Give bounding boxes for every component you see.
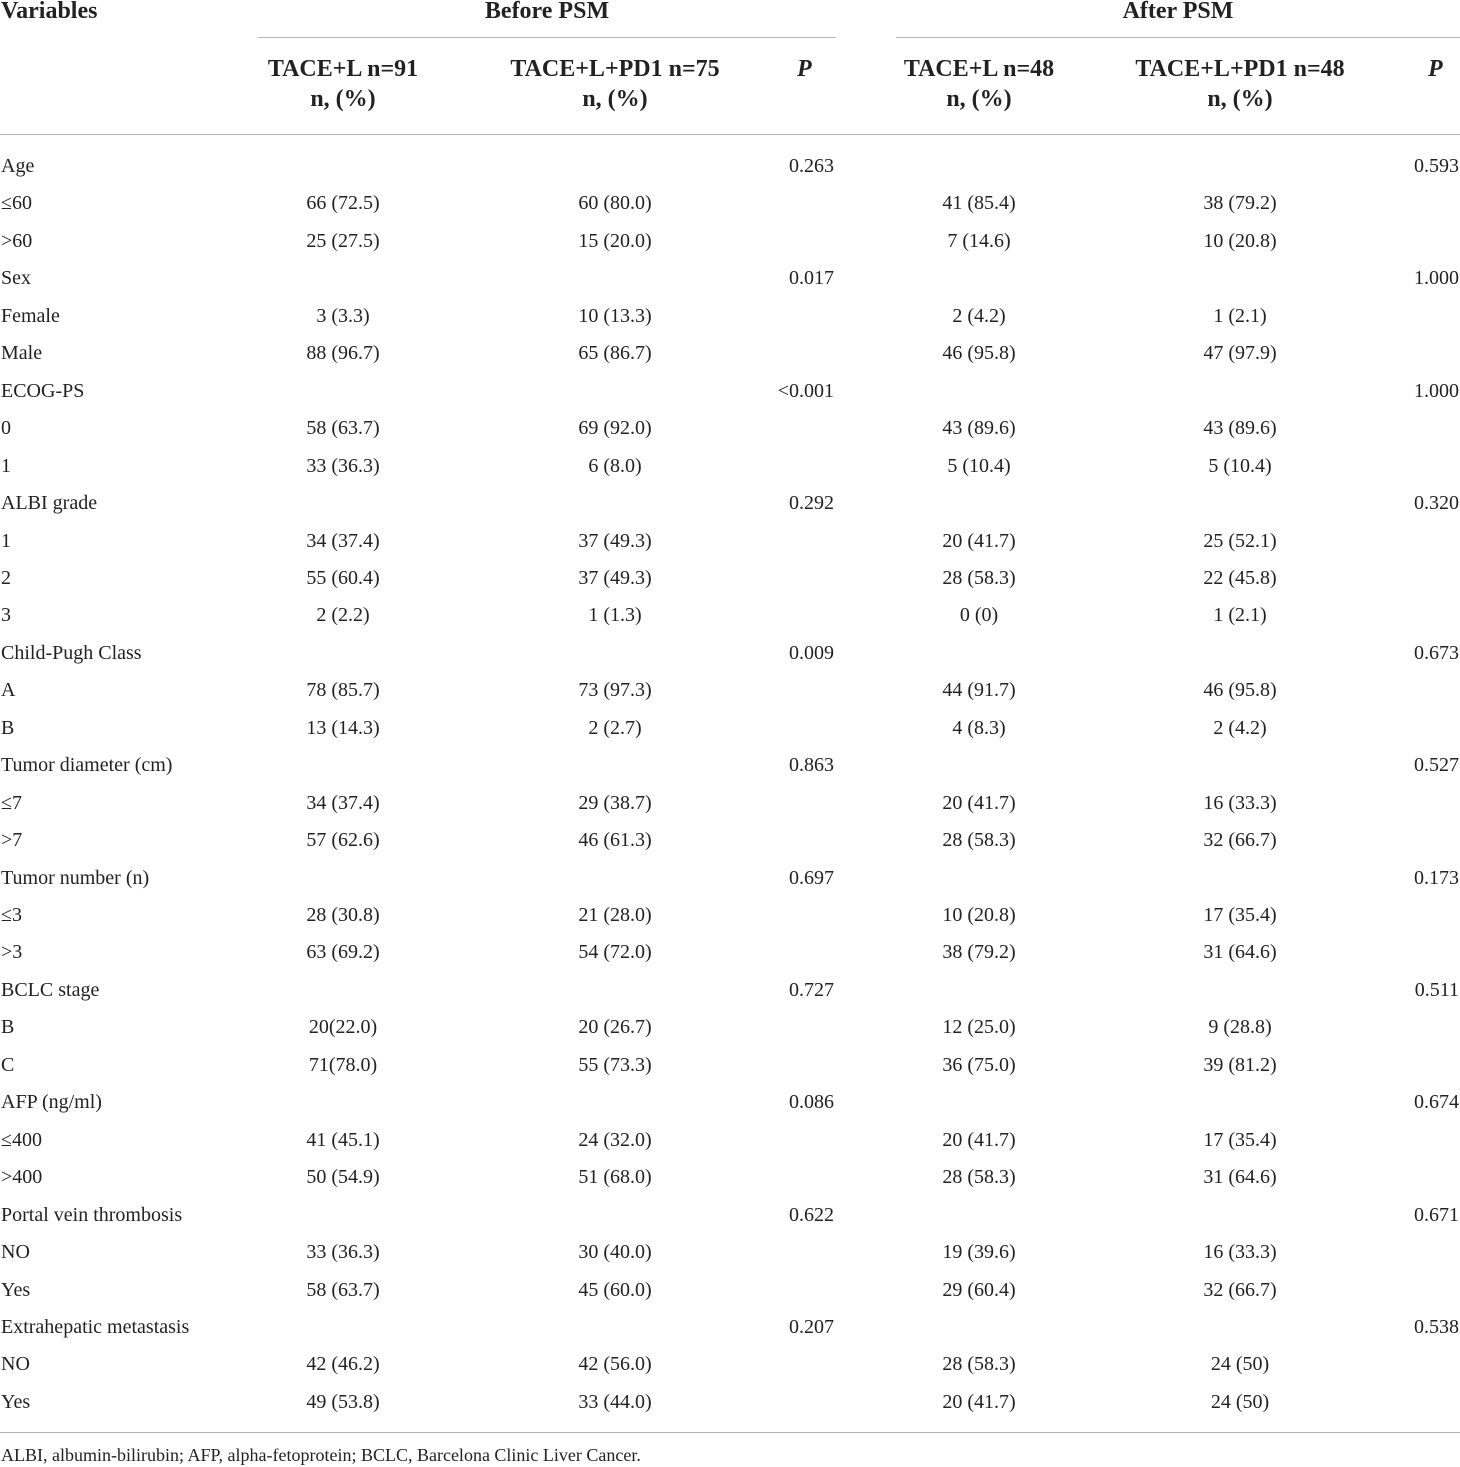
- variable-cell: Age: [1, 155, 35, 177]
- after-tace-l-cell: 43 (89.6): [942, 417, 1016, 440]
- after-tace-l-cell: 7 (14.6): [947, 229, 1011, 252]
- after-p-value-cell: 0.674: [1414, 1091, 1459, 1114]
- before-tace-l-cell: 3 (3.3): [316, 304, 370, 327]
- before-tace-l-pd1-cell: 60 (80.0): [578, 192, 652, 215]
- after-tace-l-cell: 5 (10.4): [947, 454, 1011, 477]
- before-tace-l-cell: 58 (63.7): [306, 417, 380, 440]
- before-tace-l-cell: 66 (72.5): [306, 192, 380, 215]
- variable-cell: ALBI grade: [1, 492, 98, 515]
- before-tace-l-pd1-cell: 55 (73.3): [578, 1053, 652, 1076]
- after-tace-l-cell: 10 (20.8): [942, 904, 1016, 926]
- after-p-value-cell: 0.527: [1414, 754, 1459, 777]
- variable-cell: NO: [1, 1353, 30, 1376]
- variable-cell: Tumor diameter (cm): [1, 754, 173, 777]
- before-tace-l-cell: 55 (60.4): [306, 566, 380, 589]
- before-tace-l-cell: 50 (54.9): [306, 1166, 380, 1189]
- after-tace-l-cell: 28 (58.3): [942, 829, 1016, 852]
- after-p-value-cell: 0.593: [1414, 155, 1459, 177]
- after-tace-l-pd1-cell: 32 (66.7): [1203, 1278, 1277, 1301]
- variable-cell: ≤7: [1, 791, 22, 814]
- before-tace-l-pd1-cell: 37 (49.3): [578, 566, 652, 589]
- variable-cell: >60: [1, 229, 33, 252]
- before-p-value-cell: <0.001: [777, 379, 834, 402]
- variable-cell: C: [1, 1053, 15, 1076]
- before-tace-l-cell: 57 (62.6): [306, 829, 380, 852]
- table-row: [0, 860, 1460, 897]
- after-tace-l-pd1-cell: 24 (50): [1210, 1353, 1270, 1376]
- table-row: [0, 1272, 1460, 1309]
- before-tace-l-cell: 33 (36.3): [306, 1241, 380, 1264]
- after-tace-l-cell: 38 (79.2): [942, 941, 1016, 964]
- col-tace-l-48-header: [886, 54, 1072, 114]
- after-tace-l-pd1-cell: 31 (64.6): [1203, 941, 1277, 964]
- before-tace-l-cell: 88 (96.7): [306, 342, 380, 365]
- table-row: [0, 335, 1460, 372]
- before-tace-l-pd1-cell: 10 (13.3): [578, 304, 652, 327]
- before-tace-l-pd1-cell: 30 (40.0): [578, 1241, 652, 1264]
- variable-cell: ECOG-PS: [1, 379, 85, 402]
- after-tace-l-cell: 20 (41.7): [942, 1128, 1016, 1151]
- after-tace-l-cell: 2 (4.2): [952, 304, 1006, 327]
- before-tace-l-cell: 34 (37.4): [306, 791, 380, 814]
- before-tace-l-pd1-cell: 37 (49.3): [578, 529, 652, 552]
- after-tace-l-cell: 20 (41.7): [942, 791, 1016, 814]
- before-tace-l-cell: 78 (85.7): [306, 679, 380, 702]
- before-tace-l-cell: 41 (45.1): [306, 1128, 380, 1151]
- after-tace-l-pd1-cell: 10 (20.8): [1203, 229, 1277, 252]
- before-tace-l-pd1-cell: 6 (8.0): [588, 454, 642, 477]
- variable-cell: 0: [1, 417, 11, 440]
- table-row: [0, 1346, 1460, 1383]
- after-psm-underline: [896, 37, 1460, 38]
- before-p-value-cell: 0.263: [789, 155, 834, 177]
- table-row: [0, 785, 1460, 822]
- after-tace-l-pd1-cell: 39 (81.2): [1203, 1053, 1277, 1076]
- table-row: [0, 672, 1460, 709]
- before-tace-l-pd1-cell: 69 (92.0): [578, 417, 652, 440]
- col-tace-l-91-header: [258, 54, 428, 114]
- after-tace-l-pd1-cell: 46 (95.8): [1203, 679, 1277, 702]
- table-row: [0, 934, 1460, 971]
- table-row: [0, 597, 1460, 634]
- table-row: [0, 822, 1460, 859]
- before-tace-l-cell: 20(22.0): [308, 1016, 378, 1039]
- before-p-value-cell: 0.697: [789, 866, 834, 889]
- table-row: [0, 747, 1460, 784]
- col-tace-l-pd1-75-header: [475, 54, 755, 114]
- before-p-value-cell: 0.292: [789, 492, 834, 515]
- col-header-line1: TACE+L n=48: [903, 56, 1055, 82]
- table-row: [0, 897, 1460, 934]
- before-tace-l-cell: 58 (63.7): [306, 1278, 380, 1301]
- variable-cell: 2: [1, 566, 11, 589]
- before-tace-l-pd1-cell: 54 (72.0): [578, 941, 652, 964]
- after-tace-l-cell: 4 (8.3): [952, 716, 1006, 739]
- before-tace-l-cell: 28 (30.8): [306, 904, 380, 926]
- variable-cell: BCLC stage: [1, 978, 100, 1001]
- col-header-line1: TACE+L+PD1 n=75: [510, 56, 720, 82]
- variable-cell: A: [1, 679, 16, 702]
- p-value-header-after: P: [1428, 56, 1443, 82]
- table-row: [0, 298, 1460, 335]
- after-tace-l-cell: 0 (0): [959, 604, 999, 627]
- after-p-value-cell: 0.173: [1414, 866, 1459, 889]
- before-tace-l-pd1-cell: 33 (44.0): [578, 1390, 652, 1413]
- variable-cell: Sex: [1, 267, 31, 290]
- after-tace-l-cell: 29 (60.4): [942, 1278, 1016, 1301]
- table-row: [0, 1047, 1460, 1084]
- after-p-value-cell: 0.538: [1414, 1315, 1459, 1338]
- p-value-header-before: P: [797, 56, 812, 82]
- variable-cell: ≤3: [1, 904, 22, 926]
- table-row: [0, 1009, 1460, 1046]
- before-psm-underline: [258, 37, 836, 38]
- after-tace-l-pd1-cell: 16 (33.3): [1203, 1241, 1277, 1264]
- before-p-value-cell: 0.017: [789, 267, 834, 290]
- variable-cell: ≤400: [1, 1128, 42, 1151]
- table-row: [0, 1197, 1460, 1234]
- after-tace-l-cell: 46 (95.8): [942, 342, 1016, 365]
- before-p-value-cell: 0.086: [789, 1091, 834, 1114]
- before-tace-l-pd1-cell: 21 (28.0): [578, 904, 652, 926]
- before-tace-l-pd1-cell: 15 (20.0): [578, 229, 652, 252]
- after-tace-l-cell: 20 (41.7): [942, 529, 1016, 552]
- before-tace-l-pd1-cell: 2 (2.7): [588, 716, 642, 739]
- before-tace-l-pd1-cell: 42 (56.0): [578, 1353, 652, 1376]
- before-p-value-cell: 0.207: [789, 1315, 834, 1338]
- before-tace-l-pd1-cell: 73 (97.3): [578, 679, 652, 702]
- col-header-line1: TACE+L n=91: [267, 56, 419, 82]
- after-tace-l-cell: 19 (39.6): [942, 1241, 1016, 1264]
- table-row: [0, 260, 1460, 297]
- variable-cell: B: [1, 1016, 15, 1039]
- table-row: [0, 485, 1460, 522]
- after-psm-header: After PSM: [1122, 0, 1234, 24]
- before-tace-l-pd1-cell: 20 (26.7): [578, 1016, 652, 1039]
- variables-header: Variables: [1, 0, 98, 24]
- after-tace-l-pd1-cell: 1 (2.1): [1213, 604, 1267, 627]
- table-row: [0, 373, 1460, 410]
- before-tace-l-cell: 2 (2.2): [316, 604, 370, 627]
- after-tace-l-pd1-cell: 17 (35.4): [1203, 1128, 1277, 1151]
- table-footnote: ALBI, albumin-bilirubin; AFP, alpha-fetoprotein; BCLC, Barcelona Clinic Liver Cancer.: [1, 1445, 641, 1465]
- col-header-line1: TACE+L+PD1 n=48: [1135, 56, 1345, 82]
- before-tace-l-cell: 25 (27.5): [306, 229, 380, 252]
- variable-cell: >400: [1, 1166, 43, 1189]
- table-row: [0, 1234, 1460, 1271]
- variable-cell: >3: [1, 941, 23, 964]
- table-row: [0, 185, 1460, 222]
- before-tace-l-cell: 49 (53.8): [306, 1390, 380, 1413]
- table-row: [0, 1159, 1460, 1196]
- after-p-value-cell: 0.671: [1414, 1203, 1459, 1226]
- after-tace-l-pd1-cell: 17 (35.4): [1203, 904, 1277, 926]
- before-tace-l-pd1-cell: 24 (32.0): [578, 1128, 652, 1151]
- before-p-value-cell: 0.009: [789, 641, 834, 664]
- before-tace-l-cell: 42 (46.2): [306, 1353, 380, 1376]
- after-tace-l-pd1-cell: 47 (97.9): [1203, 342, 1277, 365]
- after-p-value-cell: 0.511: [1414, 978, 1459, 1001]
- variable-cell: Yes: [1, 1278, 31, 1301]
- before-tace-l-pd1-cell: 51 (68.0): [578, 1166, 652, 1189]
- before-tace-l-cell: 34 (37.4): [306, 529, 380, 552]
- after-tace-l-pd1-cell: 9 (28.8): [1208, 1016, 1272, 1039]
- after-tace-l-cell: 28 (58.3): [942, 1166, 1016, 1189]
- before-tace-l-cell: 63 (69.2): [306, 941, 380, 964]
- before-p-value-cell: 0.863: [789, 754, 834, 777]
- before-p-value-cell: 0.622: [789, 1203, 834, 1226]
- after-tace-l-cell: 36 (75.0): [942, 1053, 1016, 1076]
- variable-cell: 1: [1, 454, 11, 477]
- after-tace-l-pd1-cell: 2 (4.2): [1213, 716, 1267, 739]
- after-p-value-cell: 0.673: [1414, 641, 1459, 664]
- after-tace-l-cell: 12 (25.0): [942, 1016, 1016, 1039]
- after-tace-l-pd1-cell: 5 (10.4): [1208, 454, 1272, 477]
- after-p-value-cell: 1.000: [1414, 379, 1459, 402]
- table-row: [0, 1084, 1460, 1121]
- col-header-line2: n, (%): [1207, 86, 1273, 112]
- before-tace-l-cell: 33 (36.3): [306, 454, 380, 477]
- after-tace-l-pd1-cell: 31 (64.6): [1203, 1166, 1277, 1189]
- table-row: [0, 710, 1460, 747]
- col-header-line2: n, (%): [310, 86, 376, 112]
- after-tace-l-pd1-cell: 22 (45.8): [1203, 566, 1277, 589]
- variable-cell: B: [1, 716, 15, 739]
- after-tace-l-cell: 20 (41.7): [942, 1390, 1016, 1413]
- after-tace-l-pd1-cell: 32 (66.7): [1203, 829, 1277, 852]
- after-tace-l-cell: 28 (58.3): [942, 1353, 1016, 1376]
- table-row: [0, 448, 1460, 485]
- header-bottom-rule: [0, 134, 1460, 135]
- before-tace-l-cell: 13 (14.3): [306, 716, 380, 739]
- variable-cell: AFP (ng/ml): [1, 1091, 102, 1114]
- after-tace-l-cell: 44 (91.7): [942, 679, 1016, 702]
- table-row: [0, 1122, 1460, 1159]
- before-tace-l-pd1-cell: 65 (86.7): [578, 342, 652, 365]
- variable-cell: >7: [1, 829, 23, 852]
- table-bottom-rule: [0, 1432, 1460, 1433]
- variable-cell: Yes: [1, 1390, 31, 1413]
- table-row: [0, 523, 1460, 560]
- variable-cell: Male: [1, 342, 43, 365]
- after-p-value-cell: 1.000: [1414, 267, 1459, 290]
- after-tace-l-cell: 41 (85.4): [942, 192, 1016, 215]
- after-tace-l-cell: 28 (58.3): [942, 566, 1016, 589]
- variable-cell: Tumor number (n): [1, 866, 150, 889]
- after-tace-l-pd1-cell: 1 (2.1): [1213, 304, 1267, 327]
- before-tace-l-cell: 71(78.0): [308, 1053, 378, 1076]
- variable-cell: Female: [1, 304, 60, 327]
- table-row: [0, 635, 1460, 672]
- table-row: [0, 972, 1460, 1009]
- before-tace-l-pd1-cell: 46 (61.3): [578, 829, 652, 852]
- before-p-value-cell: 0.727: [789, 978, 834, 1001]
- variable-cell: NO: [1, 1241, 30, 1264]
- before-tace-l-pd1-cell: 45 (60.0): [578, 1278, 652, 1301]
- after-p-value-cell: 0.320: [1414, 492, 1459, 515]
- table-row: [0, 148, 1460, 185]
- variable-cell: Portal vein thrombosis: [1, 1203, 183, 1226]
- before-tace-l-pd1-cell: 1 (1.3): [588, 604, 642, 627]
- variable-cell: Child-Pugh Class: [1, 641, 142, 664]
- variable-cell: Extrahepatic metastasis: [1, 1315, 190, 1338]
- after-tace-l-pd1-cell: 24 (50): [1210, 1390, 1270, 1413]
- col-header-line2: n, (%): [582, 86, 648, 112]
- variable-cell: 3: [1, 604, 11, 627]
- variable-cell: 1: [1, 529, 11, 552]
- table-row: [0, 560, 1460, 597]
- after-tace-l-pd1-cell: 16 (33.3): [1203, 791, 1277, 814]
- table-row: [0, 1309, 1460, 1346]
- after-tace-l-pd1-cell: 25 (52.1): [1203, 529, 1277, 552]
- after-tace-l-pd1-cell: 43 (89.6): [1203, 417, 1277, 440]
- col-header-line2: n, (%): [946, 86, 1012, 112]
- table-row: [0, 410, 1460, 447]
- before-psm-header: Before PSM: [484, 0, 610, 24]
- variable-cell: ≤60: [1, 192, 32, 215]
- table-row: [0, 1384, 1460, 1421]
- before-tace-l-pd1-cell: 29 (38.7): [578, 791, 652, 814]
- after-tace-l-pd1-cell: 38 (79.2): [1203, 192, 1277, 215]
- col-tace-l-pd1-48-header: [1100, 54, 1380, 114]
- table-row: [0, 223, 1460, 260]
